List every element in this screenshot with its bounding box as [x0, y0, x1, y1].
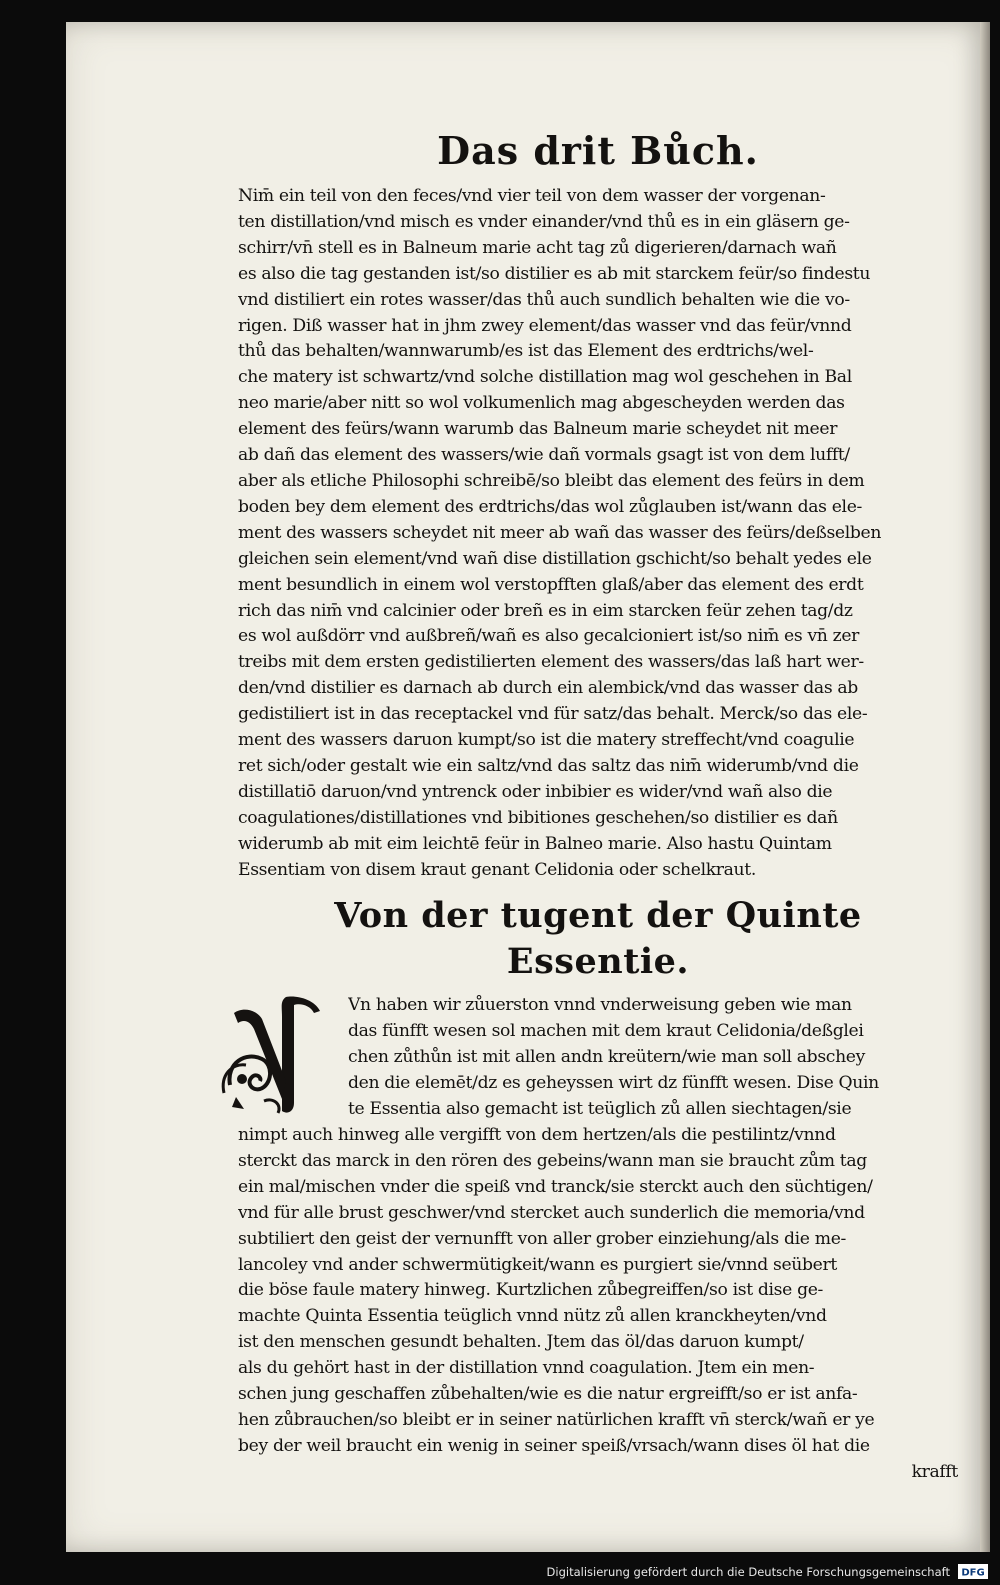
text-line: schirr/vn̄ stell es in Balneum marie acht tag zů digerieren/darnach wañ	[238, 237, 837, 258]
text-line: es also die tag gestanden ist/so distilier es ab mit starckem feür/so findestu	[238, 263, 871, 284]
text-line: ten distillation/vnd misch es vnder einander/vnd thů es in ein gläsern ge-	[238, 211, 850, 232]
paragraph-1	[238, 184, 958, 883]
text-line: den/vnd distilier es darnach ab durch ein alembick/vnd das wasser das ab	[238, 678, 858, 699]
text-line: rich das nim̄ vnd calcinier oder breñ es in eim starcken feür zehen tag/dz	[238, 600, 853, 621]
text-line: Nim̄ ein teil von den feces/vnd vier teil von dem wasser der vorgenan-	[238, 186, 826, 206]
text-line: Vn haben wir zůuerston vnnd vnderweisung geben wie man	[348, 995, 852, 1016]
text-line: bey der weil braucht ein wenig in seiner speiß/vrsach/wann dises öl hat die	[238, 1435, 870, 1456]
text-line: lancoley vnd ander schwermütigkeit/wann es purgiert sie/vnnd seübert	[238, 1254, 837, 1275]
text-line: ein mal/mischen vnder die speiß vnd tranck/sie sterckt auch den süchtigen/	[238, 1176, 873, 1197]
dfg-logo-icon	[958, 1564, 988, 1579]
digitization-credit: Digitalisierung gefördert durch die Deutsche Forschungsgemeinschaft	[546, 1565, 950, 1579]
text-line: ret sich/oder gestalt wie ein saltz/vnd das saltz das nim̄ widerumb/vnd die	[238, 755, 859, 776]
section-heading: Von der tugent der Quinte Essentie.	[334, 895, 862, 983]
text-line: aber als etliche Philosophi schreibē/so bleibt das element des feürs in dem	[238, 470, 865, 491]
text-line: als du gehört hast in der distillation vnnd coagulation. Jtem ein men-	[238, 1358, 815, 1379]
text-line: schen jung geschaffen zůbehalten/wie es die natur ergreifft/so er ist anfa-	[238, 1384, 858, 1405]
text-line: widerumb ab mit eim leichtē feür in Balneo marie. Also hastu Quintam	[238, 833, 832, 854]
svg-text:DFG: DFG	[961, 1567, 985, 1579]
text-line: den die elemēt/dz es geheyssen wirt dz fünfft wesen. Dise Quin	[348, 1073, 879, 1094]
text-line: vnd distiliert ein rotes wasser/das thů auch sundlich behalten wie die vo-	[238, 289, 850, 310]
text-line: boden bey dem element des erdtrichs/das wol zůglauben ist/wann das ele-	[238, 496, 862, 517]
text-line: element des feürs/wann warumb das Balneum marie scheydet nit meer	[238, 419, 838, 440]
text-line: che matery ist schwartz/vnd solche distillation mag wol geschehen in Bal	[238, 367, 852, 388]
text-line: ab dañ das element des wassers/wie dañ vormals gsagt ist von dem lufft/	[238, 445, 850, 466]
text-line: chen zůthůn ist mit allen andn kreütern/wie man soll abschey	[348, 1047, 865, 1068]
text-line: rigen. Diß wasser hat in jhm zwey element/das wasser vnd das feür/vnnd	[238, 315, 852, 336]
page-heading: Das drit Bůch.	[437, 128, 759, 173]
text-line: distillatiō daruon/vnd yntrenck oder inbibier es wider/vnd wañ also die	[238, 781, 833, 802]
decorated-initial-n-icon	[216, 993, 324, 1117]
text-line: nimpt auch hinweg alle vergifft von dem hertzen/als die pestilintz/vnnd	[238, 1125, 836, 1145]
text-line: Essentiam von disem kraut genant Celidonia oder schelkraut.	[238, 859, 756, 880]
text-line: sterckt das marck in den rören des gebeins/wann man sie braucht zům tag	[238, 1150, 867, 1171]
paragraph-2	[238, 993, 958, 1485]
text-line: das fünfft wesen sol machen mit dem kraut Celidonia/deßglei	[348, 1021, 864, 1042]
paragraph-2-indented-lines	[238, 993, 958, 1123]
page-edge	[980, 22, 990, 1552]
text-line: hen zůbrauchen/so bleibt er in seiner natürlichen krafft vn̄ sterck/wañ er ye	[238, 1409, 875, 1430]
text-line: die böse faule matery hinweg. Kurtzlichen zůbegreiffen/so ist dise ge-	[238, 1280, 824, 1301]
catchword: krafft	[911, 1461, 958, 1482]
text-line: neo marie/aber nitt so wol volkumenlich mag abgescheyden werden das	[238, 393, 845, 414]
text-line: ment des wassers daruon kumpt/so ist die matery streffecht/vnd coagulie	[238, 730, 855, 751]
text-line: ist den menschen gesundt behalten. Jtem das öl/das daruon kumpt/	[238, 1332, 804, 1353]
text-line: ment des wassers scheydet nit meer ab wañ das wasser des feürs/deßselben	[238, 522, 882, 543]
text-line: te Essentia also gemacht ist teüglich zů allen siechtagen/sie	[348, 1099, 852, 1120]
text-line: gleichen sein element/vnd wañ dise distillation gschicht/so behalt yedes ele	[238, 548, 872, 569]
text-line: vnd für alle brust geschwer/vnd stercket auch sunderlich die memoria/vnd	[238, 1202, 865, 1223]
text-line: gedistiliert ist in das receptackel vnd für satz/das behalt. Merck/so das ele-	[238, 704, 868, 725]
text-line: treibs mit dem ersten gedistilierten element des wassers/das laß hart wer-	[238, 652, 864, 673]
text-block	[238, 128, 958, 1486]
text-line: subtiliert den geist der vernunfft von aller grober einziehung/als die me-	[238, 1228, 846, 1249]
text-line: machte Quinta Essentia teüglich vnnd nütz zů allen kranckheyten/vnd	[238, 1306, 827, 1327]
paragraph-2-lines	[238, 1123, 958, 1460]
text-line: thů das behalten/wannwarumb/es ist das Element des erdtrichs/wel-	[238, 341, 814, 362]
text-line: ment besundlich in einem wol verstopfften glaß/aber das element des erdt	[238, 574, 864, 595]
text-line: coagulationes/distillationes vnd bibitiones geschehen/so distilier es dañ	[238, 807, 838, 828]
text-line: es wol außdörr vnd außbreñ/wañ es also gecalcioniert ist/so nim̄ es vn̄ zer	[238, 626, 860, 647]
